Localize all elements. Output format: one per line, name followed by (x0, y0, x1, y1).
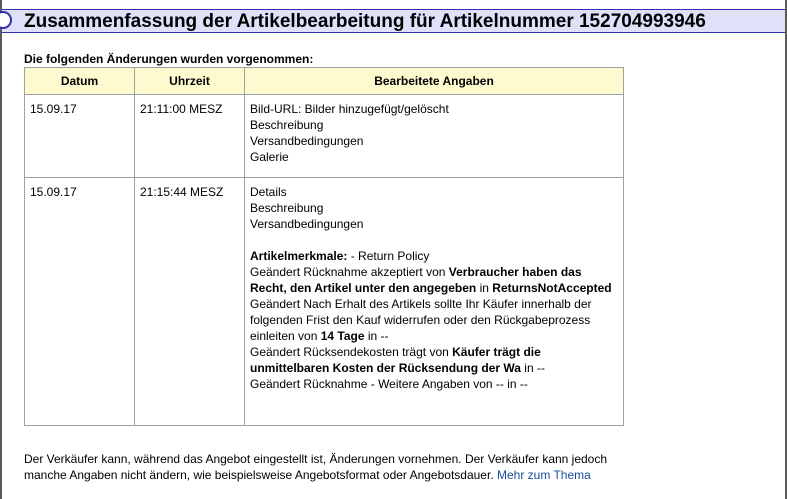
column-header-date: Datum (25, 68, 135, 95)
attribute-change-return-details: Geändert Rücknahme - Weitere Angaben von -- in -- (250, 377, 528, 391)
change-text: in (476, 281, 493, 295)
change-text: Geändert Nach Erhalt des Artikels sollte Ihr Käufer innerhalb der folgenden Frist den Kauf widerrufen oder den Rückgabeprozess einleiten von (250, 297, 592, 343)
footer-text: Der Verkäufer kann, während das Angebot eingestellt ist, Änderungen vornehmen. Der Verkäufer kann jedoch manche Angaben nicht ändern, wie beispielsweise Angebotsformat oder Angebotsdauer. (24, 452, 608, 482)
column-header-changes: Bearbeitete Angaben (245, 68, 624, 95)
attributes-heading-line (250, 248, 618, 264)
changes-table (24, 67, 624, 426)
attribute-change-return-accepted (250, 264, 618, 296)
page-title: Zusammenfassung der Artikelbearbeitung für Artikelnummer 152704993946 (24, 11, 706, 32)
attribute-change-return-costs (250, 344, 618, 376)
change-old-value: Käufer trägt die unmittelbaren Kosten der Rücksendung der Wa (250, 345, 541, 375)
table-header-row (25, 68, 624, 95)
change-line: Beschreibung (250, 201, 324, 215)
table-row (25, 95, 624, 178)
cell-date: 15.09.17 (25, 178, 135, 426)
table-row (25, 178, 624, 426)
cell-changes (245, 178, 624, 426)
change-line: Versandbedingungen (250, 217, 364, 231)
footer-note (24, 451, 624, 483)
column-header-time: Uhrzeit (135, 68, 245, 95)
page-header (2, 9, 785, 33)
change-line: Details (250, 185, 287, 199)
cell-changes (245, 95, 624, 178)
change-text: Geändert Rücknahme akzeptiert von (250, 265, 449, 279)
attributes-heading: Artikelmerkmale: (250, 249, 348, 263)
change-text: in -- (520, 361, 545, 375)
change-old-value: Verbraucher haben das Recht, den Artikel unter den angegeben (250, 265, 582, 295)
change-line: Galerie (250, 150, 289, 164)
header-bullet-icon (0, 11, 12, 29)
change-new-value: ReturnsNotAccepted (492, 281, 612, 295)
cell-date: 15.09.17 (25, 95, 135, 178)
change-line: Versandbedingungen (250, 134, 364, 148)
attribute-change-return-period (250, 296, 618, 344)
change-line: Beschreibung (250, 118, 324, 132)
window-frame-left (0, 0, 2, 499)
change-text: Geändert Rücksendekosten trägt von (250, 345, 453, 359)
change-line: Bild-URL: Bilder hinzugefügt/gelöscht (250, 102, 449, 116)
change-old-value: 14 Tage (320, 329, 365, 343)
intro-text: Die folgenden Änderungen wurden vorgenommen: (24, 52, 314, 66)
attributes-heading-rest: - Return Policy (347, 249, 430, 263)
change-text: in -- (364, 329, 389, 343)
spacer (250, 232, 618, 248)
learn-more-link[interactable]: Mehr zum Thema (497, 468, 591, 482)
cell-time: 21:15:44 MESZ (135, 178, 245, 426)
cell-time: 21:11:00 MESZ (135, 95, 245, 178)
